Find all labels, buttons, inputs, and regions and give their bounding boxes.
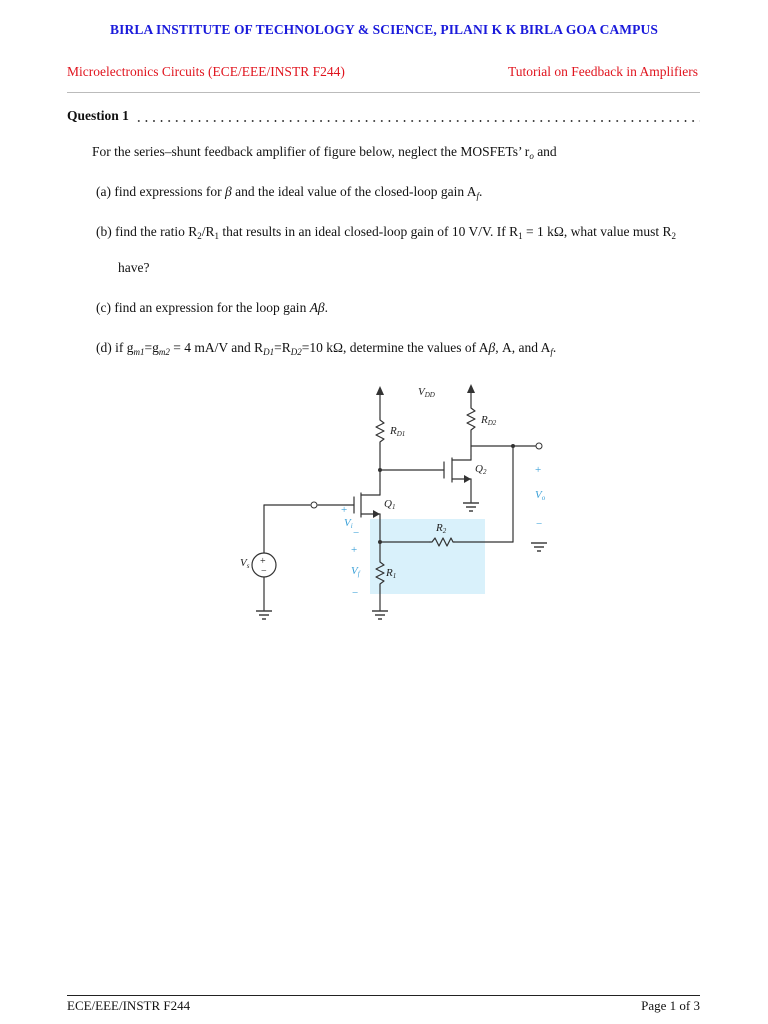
r1-label: R1 (386, 567, 397, 580)
output-terminal (536, 443, 542, 449)
resistor-rd1 (376, 418, 384, 444)
part-c: (c) find an expression for the loop gain Aβ. (96, 300, 329, 315)
q2-source-arrow-icon (464, 475, 471, 483)
source-plus-sign: + (260, 556, 266, 567)
vf-label: Vf (351, 565, 360, 578)
vi-plus-sign: + (341, 504, 348, 516)
institute-title: BIRLA INSTITUTE OF TECHNOLOGY & SCIENCE, PILANI K K BIRLA GOA CAMPUS (110, 22, 658, 37)
vi-label: Vi (344, 517, 353, 530)
node-dot (378, 468, 382, 472)
source-minus-sign: − (261, 566, 267, 577)
feedback-network-shade (370, 519, 485, 594)
tutorial-topic: Tutorial on Feedback in Amplifiers (508, 64, 698, 79)
vo-minus-sign: − (536, 518, 543, 530)
vo-label: Vo (535, 489, 546, 502)
page-number: Page 1 of 3 (641, 998, 700, 1013)
vdd-arrow-right-icon (467, 384, 475, 393)
part-a: (a) find expressions for β and the ideal value of the closed-loop gain $A_f$. (96, 184, 483, 201)
vi-minus-sign: − (353, 527, 360, 539)
part-d: (d) if $g_{m1}=g_{m2} = 4$ mA/V and $R_{D1}=R_{D2}=10$ kΩ, determine the values of Aβ, A, and $A_f$. (96, 340, 557, 357)
r2-label: R2 (436, 522, 447, 535)
question-intro: For the series–shunt feedback amplifier of figure below, neglect the MOSFETs’ $r_o$ and (92, 144, 557, 161)
footer-course-code: ECE/EEE/INSTR F244 (67, 998, 191, 1013)
vdd-arrow-left-icon (376, 386, 384, 395)
question-title: Question 1 (67, 108, 129, 123)
q1-source-arrow-icon (373, 510, 380, 518)
part-b: (b) find the ratio $R_2/R_1$ that results in an ideal closed-loop gain of 10 V/V. If $R_1 = 1$ kΩ, what value must $R_2$ (96, 224, 676, 241)
course-title: Microelectronics Circuits (ECE/EEE/INSTR F244) (67, 64, 345, 79)
footer-rule (67, 995, 700, 996)
ground-icon (256, 611, 272, 619)
vdd-label: VDD (418, 386, 435, 399)
node-dot (511, 444, 515, 448)
input-terminal (311, 502, 317, 508)
part-b-continuation: have? (118, 260, 150, 275)
vo-plus-sign: + (535, 464, 542, 476)
rd2-label: RD2 (481, 414, 497, 427)
rd1-label: RD1 (390, 425, 406, 438)
q2-label: Q2 (475, 463, 487, 476)
vs-label: Vs (240, 557, 250, 570)
node-dot (378, 540, 382, 544)
ground-icon (372, 611, 388, 619)
resistor-rd2 (467, 406, 475, 432)
ground-icon (531, 543, 547, 551)
ground-icon (463, 503, 479, 511)
vf-plus-sign: + (351, 544, 358, 556)
vf-minus-sign: − (352, 587, 359, 599)
q1-label: Q1 (384, 498, 396, 511)
